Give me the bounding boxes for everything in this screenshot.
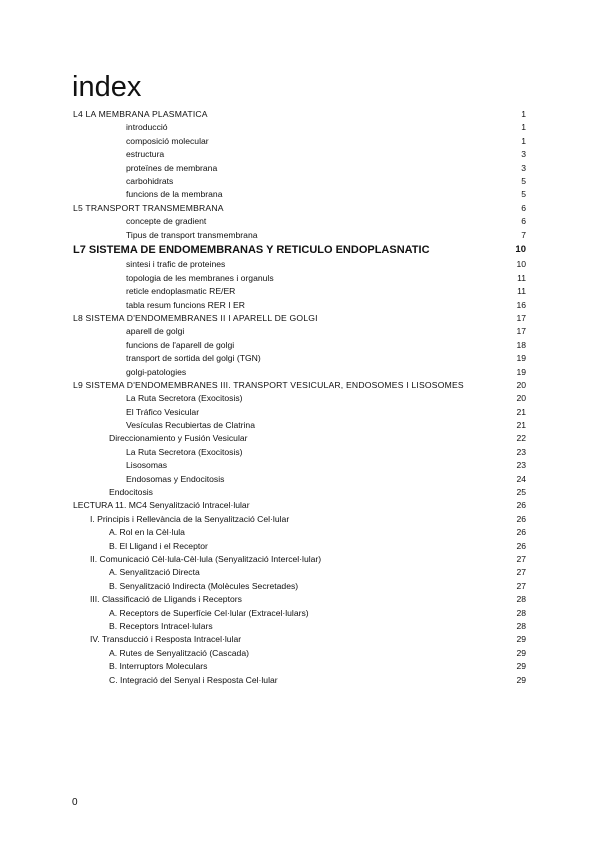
toc-label: Tipus de transport transmembrana (126, 229, 258, 240)
toc-entry[interactable] (0, 258, 600, 271)
toc-entry[interactable] (0, 419, 600, 432)
toc-entry[interactable] (0, 135, 600, 148)
toc-entry[interactable] (0, 202, 600, 215)
toc-page: 26 (516, 513, 526, 524)
toc-label: El Tráfico Vesicular (126, 406, 200, 417)
toc-label: IV. Transducció i Resposta Intracel·lular (90, 634, 242, 645)
toc-entry[interactable] (0, 188, 600, 201)
toc-entry[interactable] (0, 325, 600, 338)
toc-label: reticle endoplasmatic RE/ER (126, 286, 236, 297)
toc-entry[interactable] (0, 620, 600, 633)
toc-entry[interactable] (0, 566, 600, 579)
toc-label: L7 SISTEMA DE ENDOMEMBRANAS Y RETICULO ENDOPLASNATIC (73, 243, 430, 256)
toc-label: transport de sortida del golgi (TGN) (126, 353, 261, 364)
toc-label: II. Comunicació Cèl·lula-Cèl·lula (Senyalització Intercel·lular) (90, 554, 322, 564)
toc-label: I. Principis i Rellevància de la Senyalització Cel·lular (90, 513, 290, 524)
toc-page: 24 (516, 473, 526, 484)
toc-page: 27 (516, 554, 526, 564)
toc-page: 28 (516, 607, 526, 618)
toc-page: 1 (521, 135, 526, 146)
toc-entry[interactable] (0, 379, 600, 392)
toc-entry[interactable] (0, 175, 600, 188)
toc-entry[interactable] (0, 473, 600, 486)
toc-label: composició molecular (126, 135, 209, 146)
toc-page: 29 (516, 634, 526, 645)
toc-page: 19 (516, 366, 526, 377)
toc-label: Lisosomas (126, 460, 168, 471)
toc-page: 18 (516, 339, 526, 350)
toc-label: A. Rol en la Cèl·lula (109, 527, 185, 538)
toc-entry[interactable] (0, 660, 600, 673)
toc-label: LECTURA 11. MC4 Senyalització Intracel·lular (73, 500, 250, 511)
toc-page: 26 (516, 540, 526, 551)
toc-entry[interactable] (0, 593, 600, 606)
toc-label: L9 SISTEMA D'ENDOMEMBRANES III. TRANSPORT VESICULAR, ENDOSOMES I LISOSOMES (73, 379, 464, 390)
toc-entry[interactable] (0, 366, 600, 379)
toc-label: A. Receptors de Superfície Cel·lular (Extracel·lulars) (109, 607, 309, 618)
toc-label: carbohidrats (126, 175, 174, 186)
toc-page: 11 (517, 272, 526, 283)
toc-page: 20 (516, 393, 526, 404)
toc-entry[interactable] (0, 392, 600, 405)
toc-page: 23 (516, 460, 526, 471)
toc-page: 1 (521, 122, 526, 133)
toc-label: Direccionamiento y Fusión Vesicular (109, 433, 248, 444)
toc-label: B. Receptors Intracel·lulars (109, 620, 213, 631)
toc-label: A. Senyalització Directa (109, 567, 200, 578)
toc-label: La Ruta Secretora (Exocitosis) (126, 446, 243, 457)
toc-page: 29 (516, 661, 526, 672)
toc-page: 10 (516, 259, 526, 270)
toc-entry-heading[interactable] (0, 242, 600, 259)
toc-entry[interactable] (0, 285, 600, 298)
toc-label: Endocitosis (109, 487, 153, 498)
toc-entry[interactable] (0, 406, 600, 419)
toc-entry[interactable] (0, 553, 600, 566)
toc-page: 17 (516, 312, 526, 323)
toc-entry[interactable] (0, 162, 600, 175)
toc-entry[interactable] (0, 526, 600, 539)
toc-page: 29 (516, 647, 526, 658)
toc-page: 28 (516, 594, 526, 605)
toc-entry[interactable] (0, 148, 600, 161)
toc-label: La Ruta Secretora (Exocitosis) (126, 393, 243, 404)
toc-page: 26 (516, 500, 526, 511)
toc-page: 6 (521, 216, 526, 227)
toc-entry[interactable] (0, 607, 600, 620)
toc-page: 3 (521, 149, 526, 160)
toc-entry[interactable] (0, 540, 600, 553)
toc-page: 10 (515, 243, 526, 255)
toc-label: introducció (126, 122, 168, 133)
toc-label: aparell de golgi (126, 326, 185, 337)
toc-label: proteïnes de membrana (126, 162, 218, 173)
toc-label: III. Classificació de Lligands i Receptors (90, 594, 242, 605)
toc-page: 17 (516, 326, 526, 337)
toc-entry[interactable] (0, 674, 600, 687)
toc-entry[interactable] (0, 513, 600, 526)
toc-label: funcions de l'aparell de golgi (126, 339, 235, 350)
toc-page: 20 (516, 379, 526, 390)
toc-entry[interactable] (0, 312, 600, 325)
toc-entry[interactable] (0, 215, 600, 228)
toc-label: L8 SISTEMA D'ENDOMEMBRANES II I APARELL DE GOLGI (73, 312, 318, 323)
toc-page: 19 (516, 353, 526, 364)
toc-label: Vesículas Recubiertas de Clatrina (126, 420, 255, 431)
toc-label: B. Senyalització Indirecta (Molècules Secretades) (109, 580, 299, 591)
toc-page: 5 (521, 175, 526, 186)
toc-label: L4 LA MEMBRANA PLASMATICA (73, 109, 208, 119)
toc-label: L5 TRANSPORT TRANSMEMBRANA (73, 202, 224, 213)
toc-page: 16 (516, 299, 526, 310)
toc-label: tabla resum funcions RER I ER (126, 299, 245, 310)
toc-page: 23 (516, 446, 526, 457)
toc-page: 6 (521, 202, 526, 213)
toc-entry[interactable] (0, 459, 600, 472)
toc-page: 27 (516, 567, 526, 578)
page-number: 0 (72, 797, 78, 808)
toc-entry[interactable] (0, 352, 600, 365)
toc-label: Endosomas y Endocitosis (126, 473, 225, 484)
toc-label: topologia de les membranes i organuls (126, 272, 274, 283)
toc-label: sintesi i trafic de proteines (126, 259, 226, 270)
toc-entry[interactable] (0, 121, 600, 134)
toc-entry[interactable] (0, 647, 600, 660)
toc-page: 25 (516, 487, 526, 498)
toc-label: A. Rutes de Senyalització (Cascada) (109, 647, 249, 658)
toc-page: 26 (516, 527, 526, 538)
table-of-contents (0, 108, 600, 687)
toc-page: 3 (521, 162, 526, 173)
toc-page: 22 (516, 433, 526, 444)
toc-page: 7 (521, 229, 526, 240)
toc-page: 29 (516, 674, 526, 685)
toc-page: 28 (516, 620, 526, 631)
toc-label: C. Integració del Senyal i Resposta Cel·lular (109, 674, 278, 685)
toc-entry[interactable] (0, 432, 600, 445)
toc-label: concepte de gradient (126, 216, 207, 227)
toc-label: B. Interruptors Moleculars (109, 661, 208, 672)
toc-label: B. El Lligand i el Receptor (109, 540, 208, 551)
toc-entry[interactable] (0, 486, 600, 499)
toc-entry[interactable] (0, 299, 600, 312)
toc-page: 21 (516, 420, 526, 431)
toc-entry[interactable] (0, 446, 600, 459)
toc-entry[interactable] (0, 580, 600, 593)
toc-entry[interactable] (0, 229, 600, 242)
toc-entry[interactable] (0, 633, 600, 646)
toc-entry[interactable] (0, 108, 600, 121)
toc-label: funcions de la membrana (126, 189, 223, 200)
toc-page: 1 (521, 109, 526, 119)
toc-entry[interactable] (0, 339, 600, 352)
toc-entry[interactable] (0, 499, 600, 512)
page-title: index (72, 71, 142, 103)
toc-entry[interactable] (0, 272, 600, 285)
toc-label: golgi-patologies (126, 366, 187, 377)
toc-label: estructura (126, 149, 165, 160)
toc-page: 11 (517, 286, 526, 297)
toc-page: 27 (516, 580, 526, 591)
toc-page: 5 (521, 189, 526, 200)
toc-page: 21 (516, 406, 526, 417)
